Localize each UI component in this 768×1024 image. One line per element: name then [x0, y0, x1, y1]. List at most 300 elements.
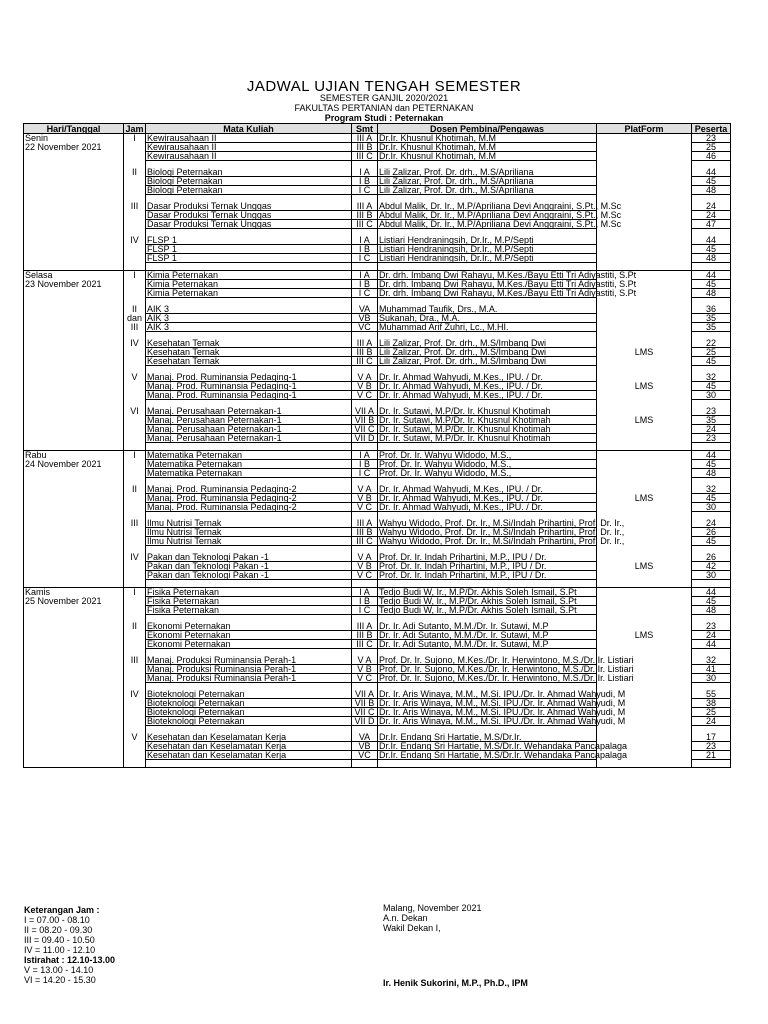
col-header-participants: Peserta [692, 124, 731, 134]
semester-class: VII C [352, 425, 378, 434]
participant-count: 25 [692, 708, 731, 717]
table-row [24, 503, 731, 512]
lecturer-name: Prof. Dr. Ir. Sujono, M.Kes./Dr. Ir. Herwintono, M.S./Dr. Ir. Listiari [379, 664, 634, 674]
platform-cell [597, 134, 692, 143]
spacer-cell [124, 760, 146, 768]
table-row [24, 622, 731, 631]
lecturer-name: Dr. drh. Imbang Dwi Rahayu, M.Kes./Bayu Etti Tri Adiyastiti, S.Pt [379, 279, 637, 289]
day-cell [24, 503, 124, 512]
semester-class: III B [352, 211, 378, 220]
lecturer-name: Listiari Hendraningsih, Dr.Ir., M.P/Septi [378, 254, 597, 263]
participant-count: 48 [692, 186, 731, 195]
col-header-semester: Smt [352, 124, 378, 134]
course-name: Manaj. Perusahaan Peternakan-1 [146, 425, 352, 434]
table-row [24, 236, 731, 245]
day-cell [24, 382, 124, 391]
lecturer-name: Lili Zalizar, Prof. Dr. drh., M.S/Apriliana [378, 177, 597, 186]
day-cell [24, 373, 124, 382]
participant-count: 47 [692, 220, 731, 229]
session-number [124, 425, 146, 434]
session-number: III [124, 656, 146, 665]
course-name: Manaj. Prod. Ruminansia Pedaging-1 [146, 391, 352, 400]
day-name: Rabu [24, 451, 124, 460]
participant-count: 23 [692, 434, 731, 443]
spacer-cell [24, 760, 124, 768]
participant-count: 48 [692, 469, 731, 478]
table-row [24, 519, 731, 528]
session-number [124, 220, 146, 229]
course-name: Kimia Peternakan [146, 271, 352, 280]
table-row [24, 168, 731, 177]
semester-class: VII A [352, 407, 378, 416]
day-cell [24, 348, 124, 357]
day-cell [24, 245, 124, 254]
day-cell [24, 631, 124, 640]
course-name: Biologi Peternakan [146, 168, 352, 177]
spacer-cell [597, 580, 692, 588]
course-name: Dasar Produksi Ternak Unggas [146, 220, 352, 229]
lecturer-name: Tedjo Budi W, Ir., M.P/Dr. Akhis Soleh Ismail, S.Pt [378, 606, 597, 615]
course-name: Matematika Peternakan [146, 451, 352, 460]
table-row [24, 640, 731, 649]
session-number [124, 254, 146, 263]
lecturer-name: Prof. Dr. Ir. Indah Prihartini, M.P., IPU / Dr. [378, 571, 597, 580]
lecturer-name: Dr. Ir. Ahmad Wahyudi, M.Kes., IPU. / Dr. [378, 382, 597, 391]
session-number [124, 469, 146, 478]
platform-cell [597, 460, 692, 469]
spacer-cell [24, 332, 124, 340]
lecturer-name: Dr. drh. Imbang Dwi Rahayu, M.Kes./Bayu Etti Tri Adiyastiti, S.Pt [379, 270, 637, 280]
course-name: Ilmu Nutrisi Ternak [146, 528, 352, 537]
semester-class: III B [352, 631, 378, 640]
table-row [24, 751, 731, 760]
participant-count: 45 [692, 382, 731, 391]
course-name: Kesehatan dan Keselamatan Kerja [146, 751, 352, 760]
table-row [24, 631, 731, 640]
spacer-cell [597, 478, 692, 486]
course-name: Bioteknologi Peternakan [146, 717, 352, 726]
table-row [24, 314, 731, 323]
table-row [24, 717, 731, 726]
platform-cell: LMS [597, 562, 692, 571]
session-number: III [124, 323, 146, 332]
legend-break: Istirahat : 12.10-13.00 [24, 955, 116, 965]
lecturer-name: Dr. Ir. Aris Winaya, M.M., M.Si. IPU./Dr. Ir. Ahmad Wahyudi, M [379, 716, 626, 726]
day-cell [24, 494, 124, 503]
participant-count: 32 [692, 656, 731, 665]
lecturer-name: Wahyu Widodo, Prof. Dr. Ir., M.Si/Indah Prihartini, Prof. Dr. Ir., [379, 536, 625, 546]
session-number: IV [124, 553, 146, 562]
table-row [24, 571, 731, 580]
course-name: AIK 3 [146, 305, 352, 314]
spacer-cell [24, 195, 124, 203]
session-number: II [124, 168, 146, 177]
session-number [124, 665, 146, 674]
document-title: JADWAL UJIAN TENGAH SEMESTER [246, 78, 522, 95]
lecturer-name: Dr. Ir. Sutawi, M.P/Dr. Ir. Khusnul Khotimah [378, 407, 597, 416]
col-header-platform: PlatForm [597, 124, 692, 134]
participant-count: 45 [692, 280, 731, 289]
participant-count: 42 [692, 562, 731, 571]
semester-class: III C [352, 640, 378, 649]
lecturer-name: Dr. Ir. Ahmad Wahyudi, M.Kes., IPU. / Dr. [378, 373, 597, 382]
slot-spacer [24, 726, 731, 734]
session-number [124, 245, 146, 254]
session-number [124, 348, 146, 357]
platform-cell [597, 254, 692, 263]
day-cell [24, 606, 124, 615]
table-row [24, 391, 731, 400]
course-name: Manaj. Prod. Ruminansia Pedaging-1 [146, 382, 352, 391]
day-cell [24, 254, 124, 263]
semester-class: III A [352, 519, 378, 528]
session-number: II [124, 485, 146, 494]
spacer-cell [24, 400, 124, 408]
course-name: Fisika Peternakan [146, 597, 352, 606]
session-number [124, 357, 146, 366]
table-row [24, 373, 731, 382]
day-cell [24, 202, 124, 211]
day-name: Kamis [24, 588, 124, 597]
lecturer-name: Dr. Ir. Aris Winaya, M.M., M.Si. IPU./Dr. Ir. Ahmad Wahyudi, M [379, 689, 626, 699]
col-header-lecturer: Dosen Pembina/Pengawas [378, 124, 597, 134]
course-name: Ekonomi Peternakan [146, 640, 352, 649]
course-name: FLSP 1 [146, 245, 352, 254]
participant-count: 24 [692, 425, 731, 434]
participant-count: 25 [692, 143, 731, 152]
platform-cell [597, 640, 692, 649]
lecturer-name: Dr. Ir. Aris Winaya, M.M., M.Si. IPU./Dr. Ir. Ahmad Wahyudi, M [379, 698, 626, 708]
day-cell [24, 391, 124, 400]
session-number [124, 742, 146, 751]
day-cell [24, 622, 124, 631]
platform-cell: LMS [597, 631, 692, 640]
table-row [24, 451, 731, 460]
day-cell [24, 537, 124, 546]
session-number: IV [124, 690, 146, 699]
course-name: FLSP 1 [146, 236, 352, 245]
spacer-cell [24, 298, 124, 306]
course-name: Ilmu Nutrisi Ternak [146, 519, 352, 528]
lecturer-name: Lili Zalizar, Prof. Dr. drh., M.S/Apriliana [378, 186, 597, 195]
semester-class: V B [352, 494, 378, 503]
course-name: Manaj. Perusahaan Peternakan-1 [146, 407, 352, 416]
semester-class: V A [352, 656, 378, 665]
table-row [24, 245, 731, 254]
lecturer-name: Tedjo Budi W, Ir., M.P/Dr. Akhis Soleh Ismail, S.Pt [378, 588, 597, 597]
participant-count: 44 [692, 168, 731, 177]
session-number [124, 416, 146, 425]
participant-count: 36 [692, 305, 731, 314]
table-row [24, 597, 731, 606]
semester-class: VII D [352, 717, 378, 726]
course-name: Bioteknologi Peternakan [146, 708, 352, 717]
day-date: 25 November 2021 [24, 597, 124, 606]
session-number: I [124, 451, 146, 460]
session-number: III [124, 202, 146, 211]
semester-class: III A [352, 134, 378, 143]
course-name: Manaj. Prod. Ruminansia Pedaging-2 [146, 494, 352, 503]
participant-count: 48 [692, 606, 731, 615]
spacer-cell [24, 615, 124, 623]
participant-count: 23 [692, 407, 731, 416]
participant-count: 30 [692, 571, 731, 580]
table-row [24, 143, 731, 152]
platform-cell: LMS [597, 348, 692, 357]
platform-cell [597, 357, 692, 366]
table-row [24, 606, 731, 615]
semester-class: I C [352, 606, 378, 615]
semester-class: I A [352, 236, 378, 245]
participant-count: 44 [692, 588, 731, 597]
participant-count: 24 [692, 631, 731, 640]
spacer-cell [597, 332, 692, 340]
day-separator [24, 580, 731, 588]
platform-cell [597, 391, 692, 400]
legend-line: V = 13.00 - 14.10 [24, 965, 94, 975]
legend-line: I = 07.00 - 08.10 [24, 915, 90, 925]
session-number [124, 186, 146, 195]
legend-line: VI = 14.20 - 15.30 [24, 975, 96, 985]
semester-class: I A [352, 168, 378, 177]
signature-on-behalf: A.n. Dekan [383, 913, 428, 923]
lecturer-name: Dr. Ir. Ahmad Wahyudi, M.Kes., IPU. / Dr. [378, 494, 597, 503]
day-cell [24, 733, 124, 742]
lecturer-name: Dr. Ir. Adi Sutanto, M.M./Dr. Ir. Sutawi, M.P [378, 622, 597, 631]
session-number: V [124, 733, 146, 742]
participant-count: 45 [692, 537, 731, 546]
signature-place-date: Malang, November 2021 [383, 903, 482, 913]
lecturer-name: Dr. Ir. Sutawi, M.P/Dr. Ir. Khusnul Khotimah [378, 434, 597, 443]
semester-class: III C [352, 537, 378, 546]
session-number: IV [124, 339, 146, 348]
table-row [24, 202, 731, 211]
course-name: Manaj. Produksi Ruminansia Perah-1 [146, 665, 352, 674]
semester-label: SEMESTER GANJIL 2020/2021 [319, 93, 449, 103]
semester-class: I B [352, 280, 378, 289]
session-number: V [124, 373, 146, 382]
platform-cell [597, 451, 692, 460]
lecturer-name: Prof. Dr. Ir. Indah Prihartini, M.P., IPU / Dr. [378, 562, 597, 571]
semester-class: I C [352, 254, 378, 263]
course-name: Kesehatan dan Keselamatan Kerja [146, 733, 352, 742]
lecturer-name: Dr. drh. Imbang Dwi Rahayu, M.Kes./Bayu Etti Tri Adiyastiti, S.Pt [379, 288, 637, 298]
session-number [124, 177, 146, 186]
spacer-cell [597, 443, 692, 451]
day-cell [24, 416, 124, 425]
platform-cell [597, 425, 692, 434]
semester-class: VII C [352, 708, 378, 717]
session-number [124, 391, 146, 400]
lecturer-name: Prof. Dr. Ir. Wahyu Widodo, M.S., [378, 460, 597, 469]
semester-class: III B [352, 143, 378, 152]
session-number [124, 674, 146, 683]
participant-count: 26 [692, 528, 731, 537]
day-cell [24, 553, 124, 562]
lecturer-name: Dr.Ir. Endang Sri Hartatie, M.S/Dr.Ir. Wehandaka Pancapalaga [379, 741, 627, 751]
slot-spacer [24, 615, 731, 623]
participant-count: 44 [692, 271, 731, 280]
slot-spacer [24, 366, 731, 374]
participant-count: 48 [692, 289, 731, 298]
semester-class: V C [352, 503, 378, 512]
platform-cell [597, 323, 692, 332]
day-cell [24, 339, 124, 348]
course-name: Kesehatan Ternak [146, 339, 352, 348]
day-cell [24, 656, 124, 665]
day-cell [24, 640, 124, 649]
course-name: Pakan dan Teknologi Pakan -1 [146, 571, 352, 580]
slot-spacer [24, 478, 731, 486]
spacer-cell [146, 760, 352, 768]
day-cell [24, 562, 124, 571]
legend-heading: Keterangan Jam : [24, 905, 100, 915]
platform-cell [597, 177, 692, 186]
slot-spacer [24, 512, 731, 520]
lecturer-name: Lili Zalizar, Prof. Dr. drh., M.S/Imbang Dwi [378, 357, 597, 366]
semester-class: I C [352, 469, 378, 478]
participant-count: 23 [692, 742, 731, 751]
lecturer-name: Sukanah, Dra., M.A. [378, 314, 597, 323]
spacer-cell [24, 366, 124, 374]
lecturer-name: Dr.Ir. Khusnul Khotimah, M.M [378, 152, 597, 161]
day-cell [24, 305, 124, 314]
course-name: Fisika Peternakan [146, 588, 352, 597]
participant-count: 45 [692, 177, 731, 186]
participant-count: 24 [692, 519, 731, 528]
spacer-cell [24, 478, 124, 486]
session-number [124, 152, 146, 161]
day-cell [24, 519, 124, 528]
slot-spacer [24, 161, 731, 169]
lecturer-name: Dr.Ir. Endang Sri Hartatie, M.S/Dr.Ir. Wehandaka Pancapalaga [379, 750, 627, 760]
course-name: Pakan dan Teknologi Pakan -1 [146, 562, 352, 571]
course-name: Fisika Peternakan [146, 606, 352, 615]
participant-count: 24 [692, 211, 731, 220]
spacer-cell [597, 229, 692, 237]
participant-count: 17 [692, 733, 731, 742]
legend-line: III = 09.40 - 10.50 [24, 935, 95, 945]
semester-class: VII B [352, 416, 378, 425]
semester-class: V B [352, 382, 378, 391]
legend-line: II = 08.20 - 09.30 [24, 925, 93, 935]
course-name: Manaj. Produksi Ruminansia Perah-1 [146, 674, 352, 683]
semester-class: V B [352, 562, 378, 571]
spacer-cell [24, 546, 124, 554]
table-row [24, 323, 731, 332]
table-row [24, 407, 731, 416]
table-row [24, 289, 731, 298]
participant-count: 44 [692, 451, 731, 460]
spacer-cell [597, 298, 692, 306]
table-row [24, 494, 731, 503]
lecturer-name: Dr. Ir. Ahmad Wahyudi, M.Kes., IPU. / Dr. [378, 503, 597, 512]
table-row [24, 382, 731, 391]
lecturer-name: Abdul Malik, Dr. Ir., M.P/Apriliana Devi Anggraini, S.Pt., M.Sc [379, 210, 622, 220]
platform-cell [597, 606, 692, 615]
participant-count: 21 [692, 751, 731, 760]
session-number: II [124, 622, 146, 631]
session-number [124, 460, 146, 469]
table-row [24, 357, 731, 366]
participant-count: 45 [692, 245, 731, 254]
slot-spacer [24, 195, 731, 203]
legend-line: IV = 11.00 - 12.10 [24, 945, 96, 955]
session-number [124, 503, 146, 512]
semester-class: I B [352, 597, 378, 606]
spacer-cell [597, 161, 692, 169]
platform-cell [597, 503, 692, 512]
session-number: I [124, 134, 146, 143]
table-row [24, 425, 731, 434]
semester-class: I B [352, 177, 378, 186]
participant-count: 30 [692, 391, 731, 400]
table-row [24, 588, 731, 597]
session-number: I [124, 271, 146, 280]
course-name: Matematika Peternakan [146, 460, 352, 469]
session-number [124, 289, 146, 298]
course-name: Kewirausahaan II [146, 143, 352, 152]
lecturer-name: Muhammad Taufik, Drs., M.A. [378, 305, 597, 314]
day-cell [24, 289, 124, 298]
semester-class: VA [352, 733, 378, 742]
slot-spacer [24, 298, 731, 306]
lecturer-name: Dr. Ir. Ahmad Wahyudi, M.Kes., IPU. / Dr. [378, 391, 597, 400]
session-number [124, 597, 146, 606]
session-number [124, 631, 146, 640]
lecturer-name: Dr. Ir. Ahmad Wahyudi, M.Kes., IPU. / Dr. [378, 485, 597, 494]
lecturer-name: Prof. Dr. Ir. Indah Prihartini, M.P., IPU / Dr. [378, 553, 597, 562]
course-name: Biologi Peternakan [146, 186, 352, 195]
platform-cell [597, 588, 692, 597]
lecturer-name: Dr.Ir. Khusnul Khotimah, M.M [378, 143, 597, 152]
day-cell [24, 708, 124, 717]
day-cell [24, 571, 124, 580]
spacer-cell [597, 366, 692, 374]
semester-class: VII A [352, 690, 378, 699]
semester-class: V C [352, 571, 378, 580]
col-header-course: Mata Kuliah [146, 124, 352, 134]
participant-count: 38 [692, 699, 731, 708]
course-name: Manaj. Prod. Ruminansia Pedaging-2 [146, 503, 352, 512]
session-number [124, 571, 146, 580]
lecturer-name: Prof. Dr. Ir. Wahyu Widodo, M.S., [378, 469, 597, 478]
table-row [24, 460, 731, 469]
table-row [24, 177, 731, 186]
table-row [24, 134, 731, 143]
platform-cell [597, 571, 692, 580]
course-name: FLSP 1 [146, 254, 352, 263]
session-number [124, 382, 146, 391]
semester-class: VC [352, 323, 378, 332]
platform-cell [597, 245, 692, 254]
course-name: Kesehatan Ternak [146, 348, 352, 357]
session-number [124, 708, 146, 717]
spacer-cell [597, 546, 692, 554]
lecturer-name: Tedjo Budi W, Ir., M.P/Dr. Akhis Soleh Ismail, S.Pt [378, 597, 597, 606]
semester-class: I B [352, 245, 378, 254]
session-number [124, 606, 146, 615]
semester-class: V A [352, 373, 378, 382]
table-row [24, 537, 731, 546]
course-name: Manaj. Produksi Ruminansia Perah-1 [146, 656, 352, 665]
day-cell [24, 236, 124, 245]
participant-count: 46 [692, 152, 731, 161]
course-name: Kimia Peternakan [146, 289, 352, 298]
signature-position: Wakil Dekan I, [383, 923, 441, 933]
lecturer-name: Dr. Ir. Adi Sutanto, M.M./Dr. Ir. Sutawi, M.P [378, 640, 597, 649]
table-row [24, 416, 731, 425]
